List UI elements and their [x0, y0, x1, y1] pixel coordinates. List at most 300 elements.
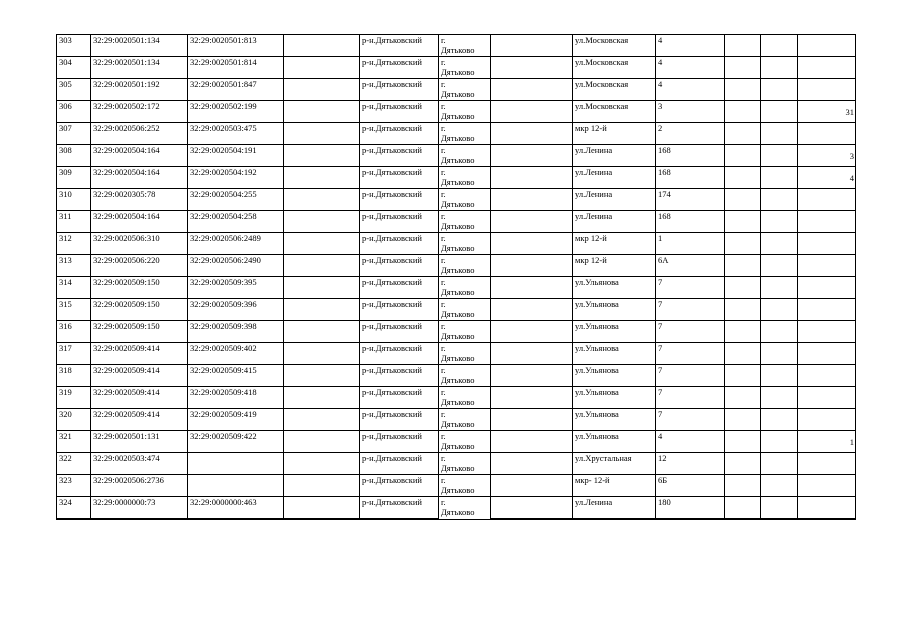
empty-cell: [491, 431, 573, 453]
town-cell: [439, 189, 491, 211]
empty-cell: [491, 475, 573, 497]
empty-cell: [491, 211, 573, 233]
house-number: 7: [656, 409, 725, 431]
town-cell: [439, 35, 491, 57]
empty-cell: [761, 277, 798, 299]
cadastral-number-1: 32:29:0000000:73: [91, 497, 188, 520]
district-cell: р-н.Дятьковский: [360, 475, 439, 497]
row-number: 317: [57, 343, 91, 365]
empty-cell: [284, 35, 360, 57]
extra-number: [798, 453, 856, 475]
table-row: [57, 497, 856, 520]
cadastral-number-1: 32:29:0020504:164: [91, 167, 188, 189]
street-cell: ул.Ленина: [573, 497, 656, 520]
row-number: 318: [57, 365, 91, 387]
house-number: 168: [656, 211, 725, 233]
town-name: Дятьково: [441, 265, 475, 275]
extra-number: [798, 277, 856, 299]
empty-cell: [284, 255, 360, 277]
house-number: 168: [656, 145, 725, 167]
empty-cell: [761, 409, 798, 431]
empty-cell: [491, 145, 573, 167]
town-cell: [439, 431, 491, 453]
cadastral-number-2: 32:29:0020504:192: [188, 167, 284, 189]
district-cell: р-н.Дятьковский: [360, 321, 439, 343]
town-prefix: г.: [441, 79, 446, 89]
empty-cell: [761, 57, 798, 79]
extra-number: [798, 211, 856, 233]
table-row: [57, 145, 856, 167]
town-name: Дятьково: [441, 89, 475, 99]
cadastral-number-2: 32:29:0020509:395: [188, 277, 284, 299]
empty-cell: [761, 343, 798, 365]
empty-cell: [284, 79, 360, 101]
empty-cell: [725, 299, 761, 321]
town-name: Дятьково: [441, 353, 475, 363]
extra-number: 1: [798, 431, 856, 453]
town-prefix: г.: [441, 101, 446, 111]
town-name: Дятьково: [441, 133, 475, 143]
cadastral-number-1: 32:29:0020506:2736: [91, 475, 188, 497]
district-cell: р-н.Дятьковский: [360, 57, 439, 79]
town-prefix: г.: [441, 453, 446, 463]
town-prefix: г.: [441, 409, 446, 419]
empty-cell: [284, 453, 360, 475]
empty-cell: [284, 321, 360, 343]
cadastral-number-2: 32:29:0020504:191: [188, 145, 284, 167]
extra-number: 3: [798, 145, 856, 167]
table-row: [57, 57, 856, 79]
empty-cell: [491, 233, 573, 255]
house-number: 180: [656, 497, 725, 520]
district-cell: р-н.Дятьковский: [360, 453, 439, 475]
empty-cell: [761, 497, 798, 520]
table-row: [57, 79, 856, 101]
cadastral-number-1: 32:29:0020501:192: [91, 79, 188, 101]
street-cell: ул.Ульянова: [573, 431, 656, 453]
empty-cell: [284, 145, 360, 167]
empty-cell: [725, 409, 761, 431]
town-name: Дятьково: [441, 441, 475, 451]
cadastral-number-2: 32:29:0020501:847: [188, 79, 284, 101]
town-cell: [439, 365, 491, 387]
town-name: Дятьково: [441, 243, 475, 253]
street-cell: ул.Московская: [573, 57, 656, 79]
cadastral-number-2: 32:29:0020502:199: [188, 101, 284, 123]
street-cell: ул.Ульянова: [573, 343, 656, 365]
house-number: 7: [656, 321, 725, 343]
house-number: 4: [656, 431, 725, 453]
cadastral-number-1: 32:29:0020501:134: [91, 57, 188, 79]
district-cell: р-н.Дятьковский: [360, 299, 439, 321]
district-cell: р-н.Дятьковский: [360, 211, 439, 233]
empty-cell: [284, 475, 360, 497]
empty-cell: [491, 409, 573, 431]
town-cell: [439, 277, 491, 299]
cadastral-number-2: [188, 453, 284, 475]
cadastral-number-2: 32:29:0020509:398: [188, 321, 284, 343]
district-cell: р-н.Дятьковский: [360, 233, 439, 255]
extra-number: [798, 189, 856, 211]
row-number: 321: [57, 431, 91, 453]
town-cell: [439, 321, 491, 343]
town-prefix: г.: [441, 299, 446, 309]
cadastral-number-2: 32:29:0020509:396: [188, 299, 284, 321]
town-name: Дятьково: [441, 331, 475, 341]
table-row: [57, 35, 856, 57]
row-number: 313: [57, 255, 91, 277]
empty-cell: [491, 321, 573, 343]
district-cell: р-н.Дятьковский: [360, 145, 439, 167]
row-number: 304: [57, 57, 91, 79]
street-cell: ул.Московская: [573, 79, 656, 101]
empty-cell: [761, 299, 798, 321]
street-cell: ул.Ульянова: [573, 409, 656, 431]
district-cell: р-н.Дятьковский: [360, 431, 439, 453]
street-cell: ул.Ульянова: [573, 299, 656, 321]
house-number: 7: [656, 277, 725, 299]
street-cell: мкр 12-й: [573, 255, 656, 277]
row-number: 315: [57, 299, 91, 321]
empty-cell: [725, 123, 761, 145]
town-prefix: г.: [441, 387, 446, 397]
registry-table: [56, 34, 856, 520]
empty-cell: [761, 211, 798, 233]
empty-cell: [491, 35, 573, 57]
town-prefix: г.: [441, 321, 446, 331]
empty-cell: [284, 57, 360, 79]
cadastral-number-2: 32:29:0020506:2489: [188, 233, 284, 255]
empty-cell: [725, 387, 761, 409]
empty-cell: [725, 233, 761, 255]
empty-cell: [761, 453, 798, 475]
street-cell: ул.Ленина: [573, 145, 656, 167]
empty-cell: [761, 387, 798, 409]
empty-cell: [725, 167, 761, 189]
table-row: [57, 101, 856, 123]
house-number: 7: [656, 387, 725, 409]
empty-cell: [284, 387, 360, 409]
empty-cell: [491, 101, 573, 123]
town-prefix: г.: [441, 57, 446, 67]
town-name: Дятьково: [441, 67, 475, 77]
district-cell: р-н.Дятьковский: [360, 35, 439, 57]
row-number: 320: [57, 409, 91, 431]
town-cell: [439, 343, 491, 365]
empty-cell: [491, 123, 573, 145]
extra-number: [798, 387, 856, 409]
empty-cell: [284, 497, 360, 520]
empty-cell: [284, 365, 360, 387]
town-prefix: г.: [441, 167, 446, 177]
house-number: 4: [656, 35, 725, 57]
street-cell: ул.Ленина: [573, 167, 656, 189]
empty-cell: [491, 387, 573, 409]
empty-cell: [761, 167, 798, 189]
district-cell: р-н.Дятьковский: [360, 343, 439, 365]
cadastral-number-2: 32:29:0020504:255: [188, 189, 284, 211]
extra-number: [798, 343, 856, 365]
district-cell: р-н.Дятьковский: [360, 409, 439, 431]
street-cell: ул.Ульянова: [573, 277, 656, 299]
empty-cell: [761, 145, 798, 167]
town-cell: [439, 255, 491, 277]
house-number: 174: [656, 189, 725, 211]
district-cell: р-н.Дятьковский: [360, 79, 439, 101]
cadastral-number-1: 32:29:0020503:474: [91, 453, 188, 475]
empty-cell: [491, 255, 573, 277]
table-row: [57, 431, 856, 453]
house-number: 168: [656, 167, 725, 189]
town-prefix: г.: [441, 475, 446, 485]
row-number: 322: [57, 453, 91, 475]
house-number: 7: [656, 365, 725, 387]
table-row: [57, 343, 856, 365]
cadastral-number-2: 32:29:0020509:415: [188, 365, 284, 387]
town-prefix: г.: [441, 365, 446, 375]
empty-cell: [725, 255, 761, 277]
table-row: [57, 365, 856, 387]
district-cell: р-н.Дятьковский: [360, 189, 439, 211]
district-cell: р-н.Дятьковский: [360, 123, 439, 145]
town-name: Дятьково: [441, 45, 475, 55]
cadastral-number-1: 32:29:0020305:78: [91, 189, 188, 211]
table-row: [57, 453, 856, 475]
town-cell: [439, 145, 491, 167]
cadastral-number-1: 32:29:0020504:164: [91, 145, 188, 167]
empty-cell: [725, 101, 761, 123]
cadastral-number-1: 32:29:0020509:150: [91, 299, 188, 321]
empty-cell: [284, 167, 360, 189]
cadastral-number-2: 32:29:0020509:418: [188, 387, 284, 409]
empty-cell: [761, 321, 798, 343]
row-number: 309: [57, 167, 91, 189]
extra-number: [798, 409, 856, 431]
empty-cell: [491, 189, 573, 211]
empty-cell: [725, 79, 761, 101]
row-number: 319: [57, 387, 91, 409]
district-cell: р-н.Дятьковский: [360, 497, 439, 520]
town-name: Дятьково: [441, 419, 475, 429]
empty-cell: [761, 101, 798, 123]
empty-cell: [761, 35, 798, 57]
street-cell: ул.Ульянова: [573, 365, 656, 387]
empty-cell: [284, 299, 360, 321]
town-cell: [439, 101, 491, 123]
extra-number: [798, 79, 856, 101]
house-number: 12: [656, 453, 725, 475]
district-cell: р-н.Дятьковский: [360, 365, 439, 387]
town-cell: [439, 57, 491, 79]
street-cell: мкр 12-й: [573, 123, 656, 145]
empty-cell: [491, 167, 573, 189]
town-cell: [439, 387, 491, 409]
town-name: Дятьково: [441, 375, 475, 385]
extra-number: [798, 57, 856, 79]
empty-cell: [761, 255, 798, 277]
row-number: 314: [57, 277, 91, 299]
town-cell: [439, 123, 491, 145]
town-prefix: г.: [441, 35, 446, 45]
empty-cell: [725, 453, 761, 475]
town-name: Дятьково: [441, 397, 475, 407]
street-cell: ул.Ульянова: [573, 321, 656, 343]
table-row: [57, 211, 856, 233]
cadastral-number-2: 32:29:0000000:463: [188, 497, 284, 520]
cadastral-number-1: 32:29:0020509:414: [91, 409, 188, 431]
empty-cell: [284, 431, 360, 453]
empty-cell: [725, 321, 761, 343]
row-number: 316: [57, 321, 91, 343]
empty-cell: [491, 343, 573, 365]
cadastral-number-2: [188, 475, 284, 497]
town-prefix: г.: [441, 497, 446, 507]
cadastral-number-1: 32:29:0020509:150: [91, 277, 188, 299]
cadastral-number-1: 32:29:0020509:150: [91, 321, 188, 343]
town-cell: [439, 167, 491, 189]
empty-cell: [761, 189, 798, 211]
empty-cell: [725, 431, 761, 453]
table-body: [57, 35, 856, 520]
row-number: 310: [57, 189, 91, 211]
empty-cell: [725, 57, 761, 79]
house-number: 7: [656, 343, 725, 365]
town-name: Дятьково: [441, 463, 475, 473]
town-prefix: г.: [441, 123, 446, 133]
cadastral-number-1: 32:29:0020506:310: [91, 233, 188, 255]
empty-cell: [491, 453, 573, 475]
table-row: [57, 233, 856, 255]
table-row: [57, 123, 856, 145]
row-number: 312: [57, 233, 91, 255]
district-cell: р-н.Дятьковский: [360, 101, 439, 123]
district-cell: р-н.Дятьковский: [360, 277, 439, 299]
town-cell: [439, 475, 491, 497]
town-name: Дятьково: [441, 199, 475, 209]
empty-cell: [491, 57, 573, 79]
cadastral-number-2: 32:29:0020509:402: [188, 343, 284, 365]
row-number: 324: [57, 497, 91, 520]
empty-cell: [761, 123, 798, 145]
empty-cell: [725, 365, 761, 387]
extra-number: [798, 35, 856, 57]
house-number: 6А: [656, 255, 725, 277]
house-number: 7: [656, 299, 725, 321]
empty-cell: [491, 365, 573, 387]
empty-cell: [725, 343, 761, 365]
town-prefix: г.: [441, 431, 446, 441]
table-row: [57, 167, 856, 189]
empty-cell: [761, 431, 798, 453]
street-cell: ул.Ленина: [573, 189, 656, 211]
empty-cell: [725, 145, 761, 167]
table-row: [57, 475, 856, 497]
cadastral-number-1: 32:29:0020501:134: [91, 35, 188, 57]
extra-number: [798, 475, 856, 497]
town-name: Дятьково: [441, 111, 475, 121]
house-number: 1: [656, 233, 725, 255]
extra-number: 31: [798, 101, 856, 123]
town-cell: [439, 497, 491, 520]
house-number: 2: [656, 123, 725, 145]
extra-number: [798, 299, 856, 321]
cadastral-number-2: 32:29:0020501:814: [188, 57, 284, 79]
town-cell: [439, 79, 491, 101]
town-cell: [439, 453, 491, 475]
empty-cell: [284, 123, 360, 145]
street-cell: ул.Московская: [573, 101, 656, 123]
town-prefix: г.: [441, 343, 446, 353]
table-row: [57, 277, 856, 299]
cadastral-number-2: 32:29:0020509:422: [188, 431, 284, 453]
empty-cell: [284, 409, 360, 431]
cadastral-number-2: 32:29:0020503:475: [188, 123, 284, 145]
street-cell: ул.Московская: [573, 35, 656, 57]
empty-cell: [761, 475, 798, 497]
empty-cell: [284, 101, 360, 123]
street-cell: мкр 12-й: [573, 233, 656, 255]
house-number: 3: [656, 101, 725, 123]
town-prefix: г.: [441, 255, 446, 265]
empty-cell: [725, 211, 761, 233]
extra-number: [798, 321, 856, 343]
extra-number: [798, 233, 856, 255]
town-name: Дятьково: [441, 507, 475, 517]
town-cell: [439, 211, 491, 233]
district-cell: р-н.Дятьковский: [360, 255, 439, 277]
house-number: 6Б: [656, 475, 725, 497]
empty-cell: [491, 79, 573, 101]
cadastral-number-1: 32:29:0020509:414: [91, 365, 188, 387]
table-row: [57, 255, 856, 277]
cadastral-number-1: 32:29:0020509:414: [91, 343, 188, 365]
empty-cell: [284, 277, 360, 299]
empty-cell: [725, 497, 761, 520]
table-row: [57, 299, 856, 321]
row-number: 306: [57, 101, 91, 123]
town-name: Дятьково: [441, 177, 475, 187]
row-number: 311: [57, 211, 91, 233]
empty-cell: [761, 233, 798, 255]
street-cell: ул.Ленина: [573, 211, 656, 233]
street-cell: мкр- 12-й: [573, 475, 656, 497]
cadastral-number-1: 32:29:0020509:414: [91, 387, 188, 409]
empty-cell: [725, 277, 761, 299]
row-number: 307: [57, 123, 91, 145]
town-prefix: г.: [441, 277, 446, 287]
table-row: [57, 321, 856, 343]
empty-cell: [491, 299, 573, 321]
empty-cell: [284, 211, 360, 233]
cadastral-number-2: 32:29:0020501:813: [188, 35, 284, 57]
row-number: 308: [57, 145, 91, 167]
town-name: Дятьково: [441, 221, 475, 231]
extra-number: [798, 365, 856, 387]
table-row: [57, 409, 856, 431]
empty-cell: [284, 189, 360, 211]
district-cell: р-н.Дятьковский: [360, 167, 439, 189]
empty-cell: [284, 233, 360, 255]
town-name: Дятьково: [441, 485, 475, 495]
empty-cell: [761, 79, 798, 101]
town-cell: [439, 409, 491, 431]
town-name: Дятьково: [441, 155, 475, 165]
district-cell: р-н.Дятьковский: [360, 387, 439, 409]
cadastral-number-1: 32:29:0020501:131: [91, 431, 188, 453]
town-cell: [439, 233, 491, 255]
cadastral-number-1: 32:29:0020506:252: [91, 123, 188, 145]
empty-cell: [725, 475, 761, 497]
